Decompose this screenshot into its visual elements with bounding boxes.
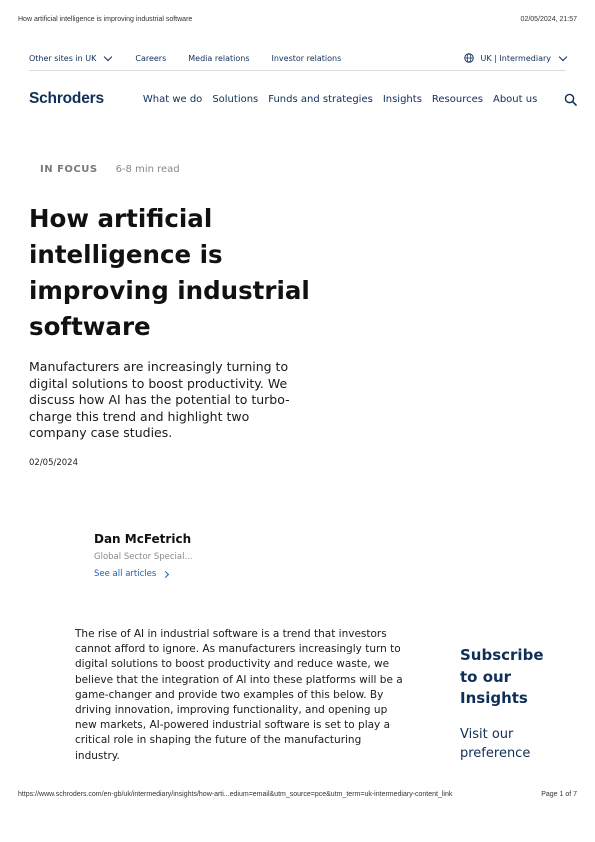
main-nav bbox=[29, 88, 577, 110]
region-label: UK | Intermediary bbox=[480, 53, 551, 63]
article-date: 02/05/2024 bbox=[29, 458, 78, 468]
see-all-articles-label: See all articles bbox=[94, 569, 157, 579]
investor-relations-link[interactable]: Investor relations bbox=[271, 53, 342, 63]
article-lede: Manufacturers are increasingly turning to digital solutions to boost productivity. We discuss how AI has the potential to turbo-charge this trend and highlight two company case studies. bbox=[29, 359, 290, 440]
schroders-logo[interactable]: Schroders bbox=[29, 90, 104, 107]
utility-bar bbox=[29, 48, 566, 68]
chevron-down-icon bbox=[559, 52, 567, 60]
author-role: Global Sector Special... bbox=[94, 552, 193, 562]
print-footer-page: Page 1 of 7 bbox=[541, 791, 577, 798]
nav-item-about-us[interactable]: About us bbox=[492, 93, 538, 105]
print-header-datetime: 02/05/2024, 21:57 bbox=[520, 16, 577, 23]
nav-item-insights[interactable]: Insights bbox=[382, 93, 422, 105]
article-kicker bbox=[40, 164, 180, 175]
chevron-down-icon bbox=[104, 52, 112, 60]
nav-item-funds-and-strategies[interactable]: Funds and strategies bbox=[268, 93, 373, 105]
nav-item-what-we-do[interactable]: What we do bbox=[142, 93, 203, 105]
page-title: How artificial intelligence is improving industrial software bbox=[29, 204, 310, 341]
nav-item-resources[interactable]: Resources bbox=[431, 93, 483, 105]
search-icon[interactable] bbox=[564, 93, 577, 106]
print-header bbox=[18, 16, 577, 28]
article-body: The rise of AI in industrial software is a trend that investors cannot afford to ignore. As manufacturers increasingly turn to digital solutions to boost productivity and reduce waste, we believe that the integration of AI into these platforms will be a game-changer and provide two examples of this below. By driving innovation, improving functionality, and opening up new markets, AI-powered industrial software is set to play a critical role in shaping the future of the manufacturing industry. bbox=[75, 628, 403, 762]
region-selector[interactable] bbox=[464, 53, 566, 63]
read-time: 6-8 min read bbox=[115, 164, 180, 175]
print-footer bbox=[18, 791, 577, 803]
see-all-articles-link[interactable] bbox=[94, 569, 168, 579]
print-footer-url: https://www.schroders.com/en-gb/uk/intermediary/insights/how-arti...edium=email&utm_source=pce&utm_term=uk-intermediary-content_link bbox=[18, 791, 453, 798]
other-sites-dropdown[interactable] bbox=[29, 54, 111, 63]
print-header-title: How artificial intelligence is improving industrial software bbox=[18, 16, 193, 23]
nav-item-solutions[interactable]: Solutions bbox=[212, 93, 259, 105]
chevron-right-icon bbox=[162, 570, 169, 577]
author-name[interactable]: Dan McFetrich bbox=[94, 532, 192, 546]
other-sites-label: Other sites in UK bbox=[29, 53, 97, 63]
nav-items bbox=[143, 94, 560, 105]
globe-icon bbox=[464, 53, 474, 63]
careers-link[interactable]: Careers bbox=[135, 53, 167, 63]
media-relations-link[interactable]: Media relations bbox=[188, 53, 250, 63]
subscribe-heading: Subscribe to our Insights bbox=[460, 646, 544, 707]
article-tag[interactable]: IN FOCUS bbox=[40, 164, 98, 175]
visit-preference-link[interactable]: Visit our preference bbox=[460, 727, 531, 761]
divider bbox=[29, 70, 566, 71]
